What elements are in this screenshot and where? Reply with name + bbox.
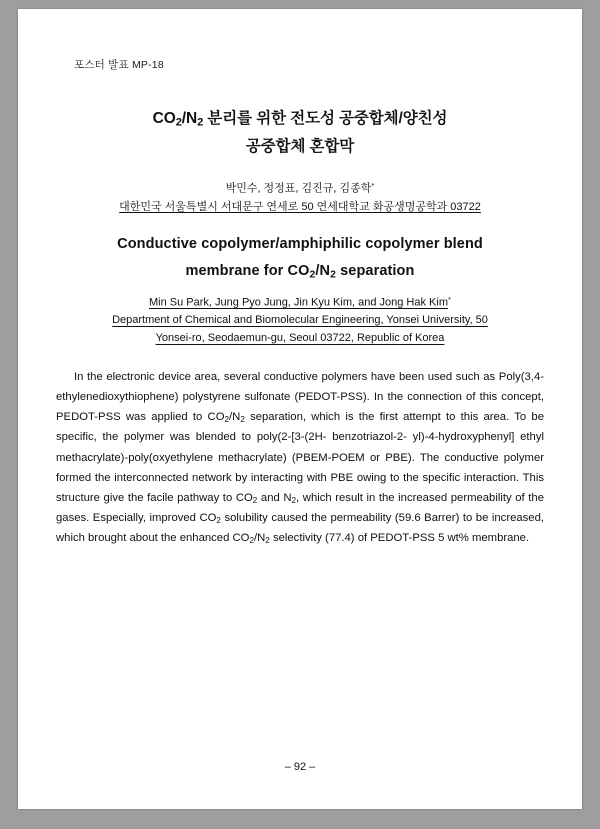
english-title-n: /N bbox=[315, 262, 331, 279]
abstract-subscript: 2 bbox=[216, 515, 221, 525]
english-title bbox=[56, 231, 544, 285]
korean-title-sub-1: 2 bbox=[175, 116, 182, 129]
korean-affiliation bbox=[56, 198, 544, 217]
abstract-subscript: 2 bbox=[249, 536, 254, 546]
korean-authors bbox=[56, 179, 544, 198]
korean-title-sub-2: 2 bbox=[197, 116, 204, 129]
english-affiliation-line-2 bbox=[56, 330, 544, 348]
english-title-sub-1: 2 bbox=[309, 269, 316, 281]
english-affiliation-text-1: Department of Chemical and Biomolecular Engineering, Yonsei University, 50 bbox=[112, 314, 488, 327]
abstract-body bbox=[56, 367, 544, 549]
abstract-text-run: selectivity (77.4) of PEDOT-PSS 5 wt% membrane. bbox=[269, 532, 530, 545]
korean-title-rest: 분리를 위한 전도성 공중합체/양친성 bbox=[203, 110, 448, 127]
english-corresponding-mark: * bbox=[447, 295, 451, 304]
abstract-text-run: In the electronic device area, several conductive polymers have been used such as Poly(3,4-ethylenedioxythiophene) polystyrene sulfonate (PEDOT-PSS). In the connection of this concept, PEDOT-PSS was applied to CO bbox=[56, 371, 544, 424]
document-page bbox=[18, 9, 582, 809]
abstract-subscript: 2 bbox=[252, 495, 258, 505]
korean-title-co: CO bbox=[152, 110, 176, 127]
abstract-text-run: and N bbox=[257, 491, 292, 504]
english-authors-rest: , Jung Pyo Jung, Jin Kyu Kim, and Jong Hak Kim bbox=[208, 296, 448, 309]
abstract-subscript: 2 bbox=[224, 414, 230, 424]
korean-authors-text: 박민수, 정정표, 김진규, 김종학 bbox=[225, 182, 372, 195]
abstract-text-run: /N bbox=[253, 532, 266, 545]
abstract-text-run: , which result in the increased permeability of the gases. Especially, improved CO bbox=[56, 491, 544, 524]
korean-title bbox=[56, 105, 544, 160]
abstract-text-run: /N bbox=[229, 411, 241, 424]
abstract-subscript: 2 bbox=[265, 536, 270, 546]
running-header: 포스터 발표 MP-18 bbox=[74, 59, 164, 71]
abstract-text-run: separation, which is the first attempt to this area. To be specific, the polymer was blended to poly(2-[3-(2H- benzotriazol-2- yl)-4-hydroxyphenyl] ethyl methacrylate)-poly(oxyethylene methacrylate) (PBEM-POEM or PBE). The conductive polymer formed the interconnected network by interacting with PBE owing to the specific interaction. This structure give the facile pathway to CO bbox=[56, 411, 544, 504]
english-affiliation-line-1 bbox=[56, 312, 544, 330]
korean-title-line-2: 공중합체 혼합막 bbox=[245, 137, 355, 155]
abstract-subscript: 2 bbox=[240, 414, 245, 424]
english-authors-block bbox=[56, 294, 544, 348]
english-title-line-1: Conductive copolymer/amphiphilic copolymer blend bbox=[117, 236, 483, 252]
korean-affiliation-text: 대한민국 서울특별시 서대문구 연세로 50 연세대학교 화공생명공학과 03722 bbox=[119, 201, 481, 213]
page-number: – 92 – bbox=[284, 761, 316, 773]
english-title-line-2 bbox=[56, 258, 544, 285]
english-title-membrane: membrane for CO bbox=[185, 262, 310, 279]
korean-corresponding-mark: * bbox=[371, 181, 375, 190]
page-content-area bbox=[56, 9, 544, 809]
korean-title-line-1 bbox=[56, 105, 544, 133]
english-affiliation-text-2: Yonsei-ro, Seodaemun-gu, Seoul 03722, Republic of Korea bbox=[155, 332, 445, 345]
korean-title-n: /N bbox=[181, 110, 198, 127]
english-title-sub-2: 2 bbox=[330, 269, 337, 281]
english-title-separation: separation bbox=[336, 262, 415, 279]
abstract-text-run: solubility caused the permeability (59.6 Barrer) to be increased, which brought about the enhanced CO bbox=[56, 512, 544, 545]
abstract-subscript: 2 bbox=[291, 495, 297, 505]
english-authors bbox=[56, 294, 544, 312]
english-first-author: Min Su Park bbox=[149, 296, 209, 309]
